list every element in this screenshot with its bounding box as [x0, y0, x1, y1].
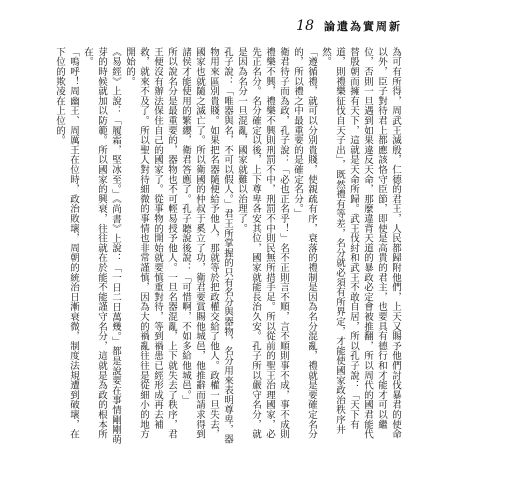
paragraph-4: 孔子說：「唯器與名，不可以假人。」君王所掌握的只有名分與器物，名分用來表明尊卑，器物用來區別貴賤。如果把名器隨便給予他人，那就等於把政權交給了他人。政權一旦失去，國家也就隨之滅亡了。所以衛國的仲叔于奚立了功，衛君要賞賜他城邑，他推辭而請求得到諸侯才能使用的繁纓，衛君答應了。孔子聽說後說：「可惜啊，不如多給他城邑。」 [180, 47, 233, 445]
page-number: 18 [296, 18, 314, 34]
paragraph-5: 所以說名分是最重要的，器物也不可輕易授予他人。一旦名器混亂，上下就失去了秩序，君王便沒有辦法保住自己的國家了。從事物的開始就要慎重對待，等到禍患已經形成再去補救，就來不及了。所以聖人對待細微的事情也非常謹慎，因為大的禍亂往往是從細小的地方開始的。 [124, 47, 177, 439]
paragraph-1: 為可有所得，周武王滅殷，仁德的君王，人民都歸附他們，上天又賜予他們討伐暴君的使命以外，臣子對待君上都應該恪守臣節，即使是高貴的君主，也要具有德行和才能才可以繼位，否則一旦遇到如果違反天命，那麼違背天道的暴政必定會被推翻，所以周代的國君能代替殷朝而擁有天下，這就是天命所歸。武王伐紂和武王不敢自居，所以孔子說：「天下有道，則禮樂征伐自天子出」，既然禮有等差，名分就必須有所界定，才能使國家政治秩序井然。 [320, 47, 401, 439]
running-head: 論遺為實周新 [324, 20, 402, 33]
page-header [296, 18, 402, 34]
paragraph-3: 衛君待子而為政，孔子說：「必也正名乎！」名不正則言不順，言不順則事不成，事不成則禮樂不興，禮樂不興則刑罰不中，刑罰不中則民無所措手足。所以從前的聖王治理國家，必先正名分。名分確定以後，上下尊卑各安其位，國家就能長治久安。孔子所以嚴守名分，就是因為名分一旦混亂，國家就難以治理了。 [236, 47, 289, 439]
paragraph-7: 「嗚呼！周幽王、周厲王在位時，政治敗壞，周朝的統治日漸衰微，制度法規遭到破壞，在下位的欺凌在上位的。 [54, 47, 79, 439]
body-text [52, 47, 402, 447]
paragraph-6: 《易經》上說：「履霜，堅冰至。」《尚書》上說：「一日二日萬幾。」都是說要在事情剛剛萌芽的時候就加以防範。所以國家的興衰，往往就在於能不能謹守名分，這就是為政的根本所在。 [82, 47, 121, 445]
paragraph-2: 「遵循禮，就可以分別貴賤，使親疏有序，衰落的禮制是因為名分混亂，禮就是要確定名分的，所以禮之中最重要的是確定名分。」 [292, 47, 317, 439]
